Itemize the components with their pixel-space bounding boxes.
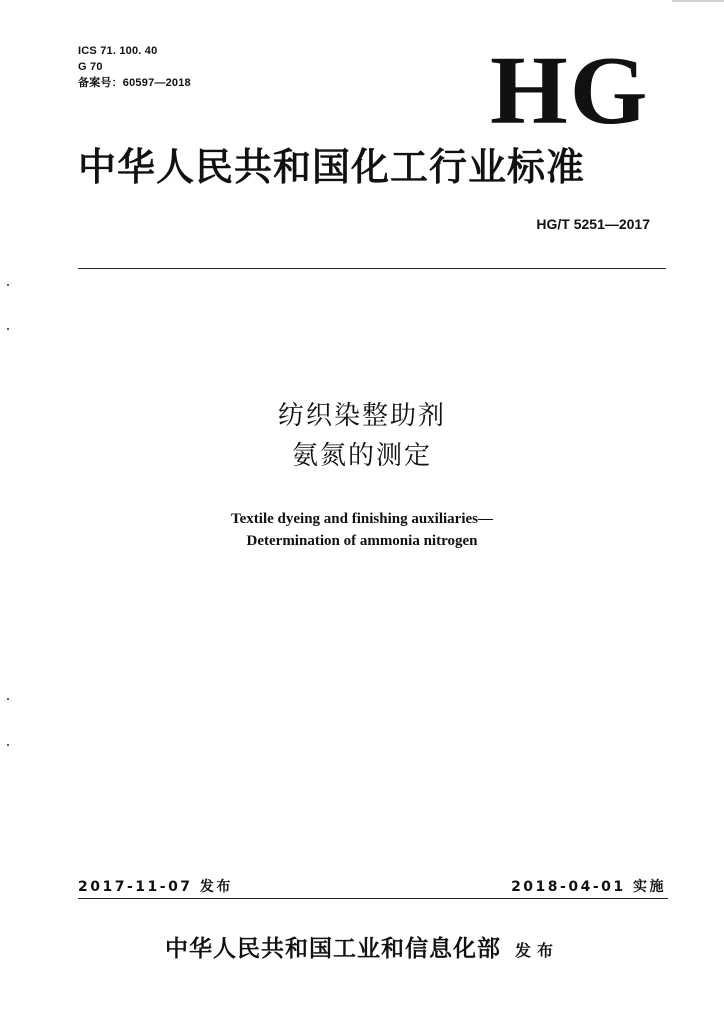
publisher-name: 中华人民共和国工业和信息化部 bbox=[164, 935, 501, 962]
bottom-divider bbox=[78, 898, 668, 899]
english-title bbox=[0, 508, 724, 552]
top-divider bbox=[78, 268, 666, 269]
chinese-title-line-1: 纺织染整助剂 bbox=[277, 401, 446, 431]
chinese-title-line-2: 氨氮的测定 bbox=[291, 441, 432, 471]
margin-mark bbox=[7, 284, 9, 286]
standard-number: HG/T 5251—2017 bbox=[536, 216, 650, 232]
classification-block bbox=[78, 43, 191, 91]
ics-code: ICS 71. 100. 40 bbox=[78, 45, 158, 57]
margin-mark bbox=[7, 698, 9, 700]
filing-number: 备案号：60597—2018 bbox=[78, 77, 191, 89]
chinese-title bbox=[0, 396, 724, 476]
standard-category-title: 中华人民共和国化工行业标准 bbox=[78, 144, 586, 189]
english-title-line-1: Textile dyeing and finishing auxiliaries— bbox=[231, 511, 493, 527]
publisher-action: 发布 bbox=[514, 941, 559, 960]
ccs-code: G 70 bbox=[78, 61, 103, 73]
english-title-line-2: Determination of ammonia nitrogen bbox=[246, 533, 478, 549]
issue-date: 2017-11-07 发布 bbox=[78, 879, 233, 895]
hg-logo: HG bbox=[490, 37, 650, 145]
scan-edge-artifact bbox=[672, 0, 724, 2]
effective-date: 2018-04-01 实施 bbox=[511, 879, 666, 895]
margin-mark bbox=[7, 328, 9, 330]
margin-mark bbox=[7, 744, 9, 746]
publisher-line bbox=[0, 930, 724, 963]
